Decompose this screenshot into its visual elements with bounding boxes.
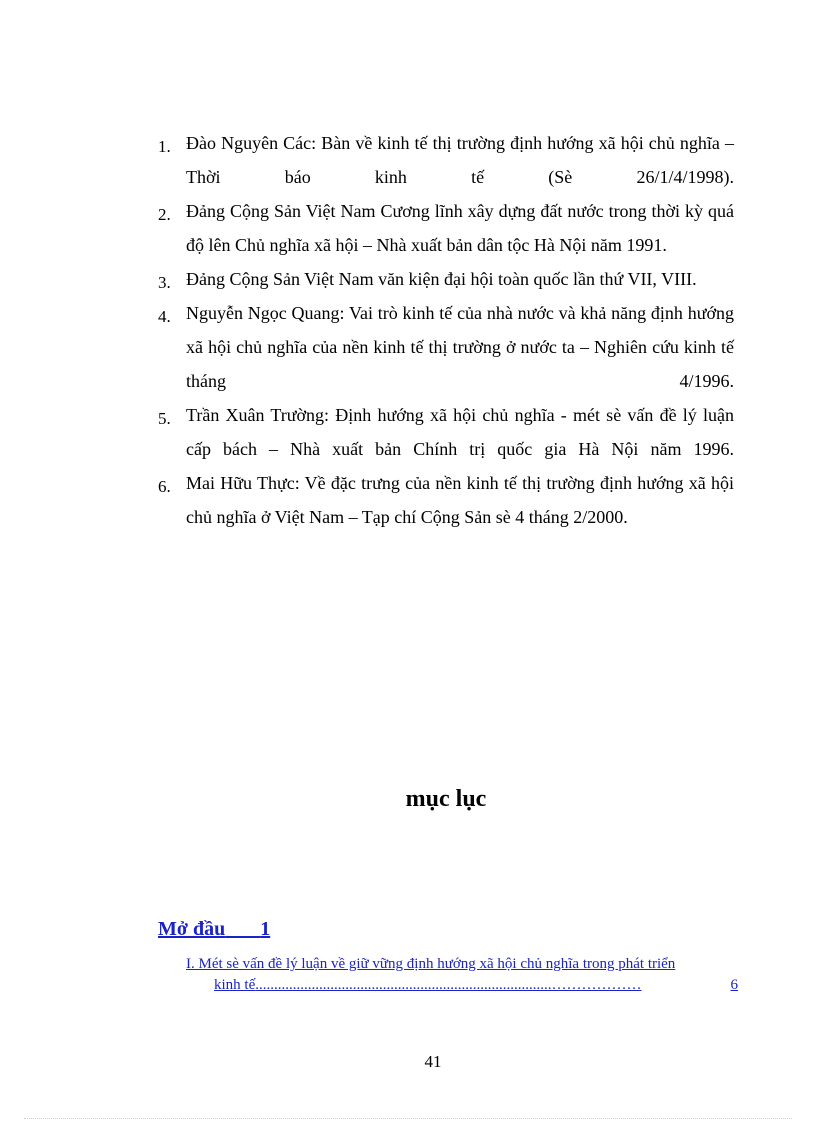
reference-list	[158, 126, 734, 534]
reference-number: 6.	[158, 477, 171, 496]
toc-heading-link[interactable]	[158, 918, 270, 941]
reference-number: 4.	[158, 307, 171, 326]
reference-number: 5.	[158, 409, 171, 428]
toc-heading-label: Mở đầu	[158, 918, 226, 940]
page-title: mục lục	[405, 786, 487, 812]
reference-item	[158, 398, 734, 466]
reference-text: Trần Xuân Trường: Định hướng xã hội chủ nghĩa - mét sè vấn đề lý luận cấp bách – Nhà xuất bản Chính trị quốc gia Hà Nội năm 1996.	[186, 405, 734, 459]
reference-text: Đào Nguyên Các: Bàn về kinh tế thị trường định hướng xã hội chủ nghĩa – Thời báo kinh tế (Sè 26/1/4/1998).	[186, 133, 734, 187]
reference-number: 3.	[158, 273, 171, 292]
reference-item	[158, 296, 734, 398]
reference-text: Nguyễn Ngọc Quang: Vai trò kinh tế của nhà nước và khả năng định hướng xã hội chủ nghĩa của nền kinh tế thị trường ở nước ta – Nghiên cứu kinh tế tháng 4/1996.	[186, 303, 734, 391]
reference-item	[158, 466, 734, 534]
page-bottom-divider	[24, 1118, 792, 1119]
reference-item	[158, 126, 734, 194]
toc-entry-continuation	[186, 975, 738, 996]
reference-text: Đảng Cộng Sản Việt Nam văn kiện đại hội toàn quốc lần thứ VII, VIII.	[186, 269, 697, 289]
page-number: 41	[424, 1052, 442, 1071]
toc-entry-title: I. Mét sè vấn đề lý luận về giữ vững định hướng xã hội chủ nghĩa trong phát triển	[186, 956, 676, 972]
reference-number: 1.	[158, 137, 171, 156]
toc-entry-page: 6	[730, 977, 738, 993]
reference-number: 2.	[158, 205, 171, 224]
toc-heading-page: 1	[260, 918, 271, 940]
reference-item	[158, 262, 734, 296]
toc-entry-link[interactable]	[186, 954, 738, 996]
toc-leader-dots: ...............................................................................………………	[255, 977, 642, 993]
reference-item	[158, 194, 734, 262]
reference-text: Đảng Cộng Sản Việt Nam Cương lĩnh xây dựng đất nước trong thời kỳ quá độ lên Chủ nghĩa xã hội – Nhà xuất bản dân tộc Hà Nội năm 1991.	[186, 201, 734, 255]
toc-entry-title-cont: kinh tế	[214, 977, 256, 993]
reference-text: Mai Hữu Thực: Về đặc trưng của nền kinh tế thị trường định hướng xã hội chủ nghĩa ở Việt Nam – Tạp chí Cộng Sản sè 4 tháng 2/2000.	[186, 473, 734, 527]
